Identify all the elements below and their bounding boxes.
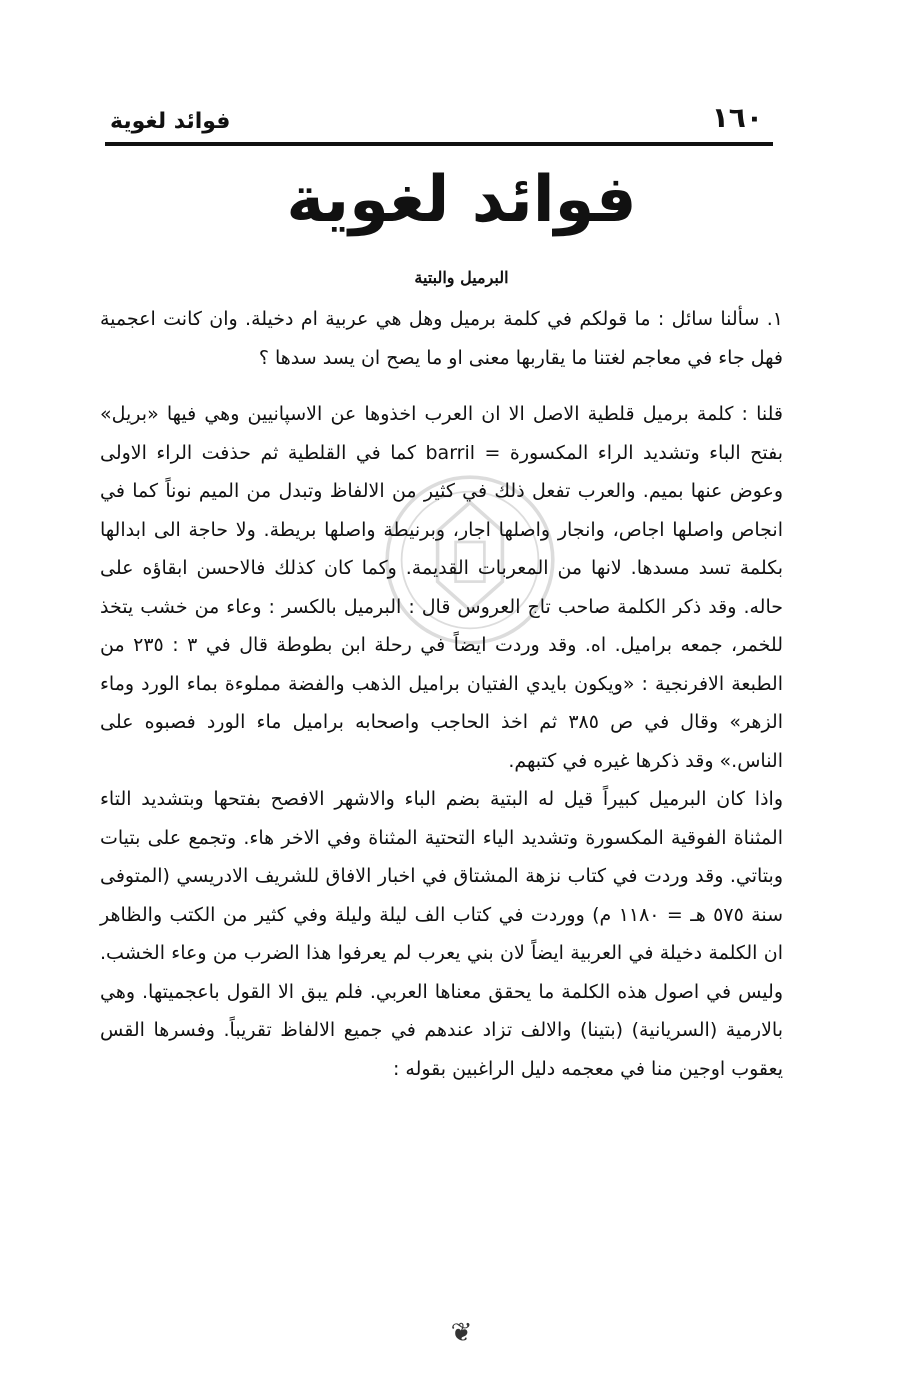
- article-body: [100, 300, 783, 1088]
- banner-title: فوائد لغوية: [286, 163, 637, 237]
- paragraph-question: ١. سألنا سائل : ما قولكم في كلمة برميل وهل هي عربية ام دخيلة. وان كانت اعجمية فهل جاء في معاجم لغتنا ما يقاربها معنى او ما يصح ان يسد سدها ؟: [100, 308, 783, 369]
- header-rule: [105, 142, 773, 146]
- section-heading: البرميل والبتية: [414, 268, 509, 287]
- footer-ornament: ❦: [450, 1318, 473, 1348]
- running-title: فوائد لغوية: [110, 109, 231, 134]
- paragraph-answer: قلنا : كلمة برميل قلطية الاصل الا ان العرب اخذوها عن الاسپانيين وهي فيها «بريل» بفتح الباء وتشديد الراء المكسورة = barril كما في القلطية ثم حذفت الراء الاولى وعوض عنها بميم. والعرب تفعل ذلك في كثير من الالفاظ وتبدل من الميم نوناً كما في انجاص واصلها اجاص، وانجار واصلها اجار، وبرنيطة واصلها بريطة. ولا حاجة الى ابدالها بكلمة تسد مسدها. لانها من المعربات القديمة. وكما كان كذلك فالاحسن ابقاؤه على حاله. وقد ذكر الكلمة صاحب تاج العروس قال : البرميل بالكسر : وعاء من خشب يتخذ للخمر، جمعه براميل. اه. وقد وردت ايضاً في رحلة ابن بطوطة قال في ٣ : ٢٣٥ من الطبعة الافرنجية : «ويكون بايدي الفتيان براميل الذهب والفضة مملوءة بماء الورد وماء الزهر» وقال في ص ٣٨٥ ثم اخذ الحاجب واصحابه براميل ماء الورد فصبوه على الناس.» وقد ذكرها غيره في كتبهم.: [100, 403, 784, 772]
- paragraph-batiya: واذا كان البرميل كبيراً قيل له البتية بضم الباء والاشهر الافصح بفتحها وبتشديد التاء المثناة الفوقية المكسورة وتشديد الياء التحتية المثناة وفي الاخر هاء. وتجمع على بتيات وبتاتي. وقد وردت في كتاب نزهة المشتاق في اخبار الافاق للشريف الادريسي (المتوفى سنة ٥٧٥ هـ = ١١٨٠ م) ووردت في كتاب الف ليلة وليلة وفي كثير من الكتب والظاهر ان الكلمة دخيلة في العربية ايضاً لان بني يعرب لم يعرفوا هذا الضرب من وعاء الخشب. وليس في اصول هذه الكلمة ما يحقق معناها العربي. فلم يبق الا القول باعجميتها. وهي بالارمية (السريانية) (بتينا) والالف تزاد عندهم في جميع الالفاظ تقريباً. وفسرها القس يعقوب اوجين منا في معجمه دليل الراغبين بقوله :: [100, 788, 784, 1080]
- page-number: ١٦٠: [711, 101, 763, 134]
- running-head: [110, 88, 763, 134]
